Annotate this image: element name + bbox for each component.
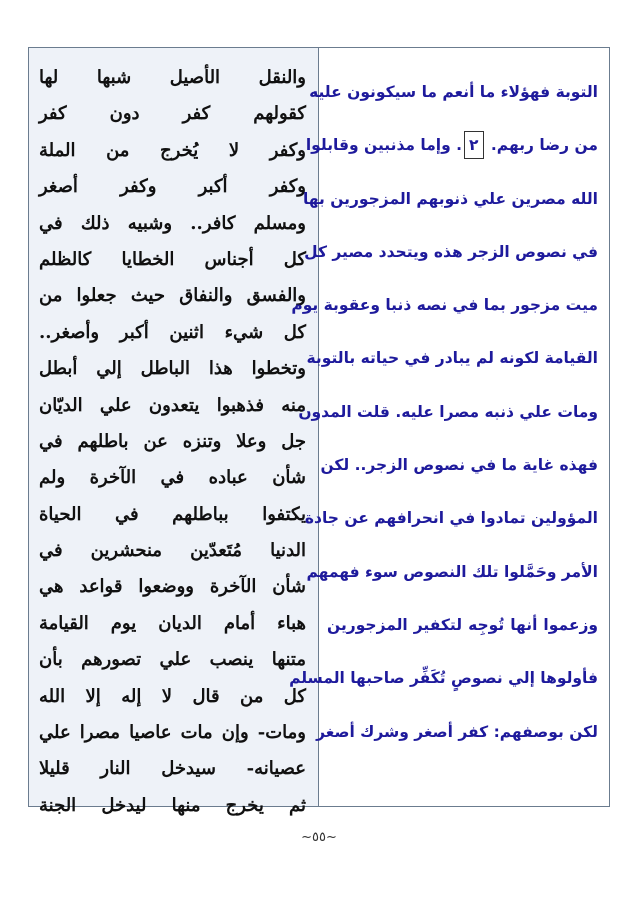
text-line: ومات- وإن مات عاصيا مصرا علي <box>39 722 306 744</box>
text-line: جل وعلا وتنزه عن باطلهم في <box>39 430 306 452</box>
text-line: متنها ينصب علي تصورهم بأن <box>39 649 306 671</box>
text-line: المؤولين تمادوا في انحرافهم عن جادة <box>304 509 598 528</box>
text-line: فهذه غاية ما في نصوص الزجر.. لكن <box>320 456 598 475</box>
text-line: القيامة لكونه لم يبادر في حياته بالتوبة <box>306 349 598 368</box>
text-line: شأن عباده في الآخرة ولم <box>39 467 306 489</box>
text-line: كقولهم كفر دون كفر <box>39 103 306 125</box>
text-line: كل شيء اثنين أكبر وأصغر.. <box>39 321 306 343</box>
text-line: الأمر وحَمَّلوا تلك النصوص سوء فهمهم <box>306 562 598 581</box>
text-line: هباء أمام الديان يوم القيامة <box>39 612 306 634</box>
text-line: وتخطوا هذا الباطل إلي أبطل <box>39 358 306 380</box>
text-line-with-footnote <box>305 119 598 172</box>
text-line: ثم يخرج منها ليدخل الجنة <box>39 794 306 816</box>
text-line: كل من قال لا إله إلا الله <box>39 685 306 707</box>
text-line: ميت مزجور بما في نصه ذنبا وعقوبة يوم <box>291 296 598 315</box>
text-line: منه فذهبوا يتعدون علي الديّان <box>39 394 306 416</box>
text-line: ومات علي ذنبه مصرا عليه. قلت المدون <box>298 402 598 421</box>
text-line: وكفر لا يُخرج من الملة <box>39 139 306 161</box>
text-line: والنقل الأصيل شبها لها <box>39 67 306 88</box>
text-line: فأولوها إلي نصوصٍ تُكَفِّر صاحبها المسلم <box>289 669 598 688</box>
text-line: التوبة فهؤلاء ما أنعم ما سيكونون عليه <box>309 83 598 101</box>
text-line: كل أجناس الخطايا كالظلم <box>39 248 306 270</box>
footnote-marker[interactable]: ٢ <box>464 131 483 159</box>
text-line: ومسلم كافر.. وشبيه ذلك في <box>39 212 306 234</box>
left-text-column <box>29 48 319 816</box>
page-number: ~٥٥~ <box>301 830 337 845</box>
text-line: والفسق والنفاق حيث جعلوا من <box>39 285 306 307</box>
text-line: لكن بوصفهم: كفر أصغر وشرك أصغر <box>316 722 598 741</box>
text-line: يكتفوا بباطلهم في الحياة <box>39 503 306 525</box>
text-segment: من رضا ربهم. <box>490 136 598 155</box>
text-segment: . وإما مذنبين وقابلوا <box>305 136 463 155</box>
text-line: الله مصرين علي ذنوبهم المزجورين بها <box>302 189 598 208</box>
text-line: الدنيا مُتَعدّين منحشرين في <box>39 540 306 562</box>
text-line: وكفر أكبر وكفر أصغر <box>39 176 306 198</box>
text-line: في نصوص الزجر هذه ويتحدد مصير كل <box>304 242 598 261</box>
right-text-column <box>289 48 608 806</box>
text-line: عصيانه- سيدخل النار قليلا <box>39 758 306 780</box>
two-column-text-table <box>28 47 610 816</box>
text-line: وزعموا أنها تُوجِه لتكفير المزجورين <box>327 615 598 634</box>
text-line: شأن الآخرة ووضعوا قواعد هي <box>39 576 306 598</box>
